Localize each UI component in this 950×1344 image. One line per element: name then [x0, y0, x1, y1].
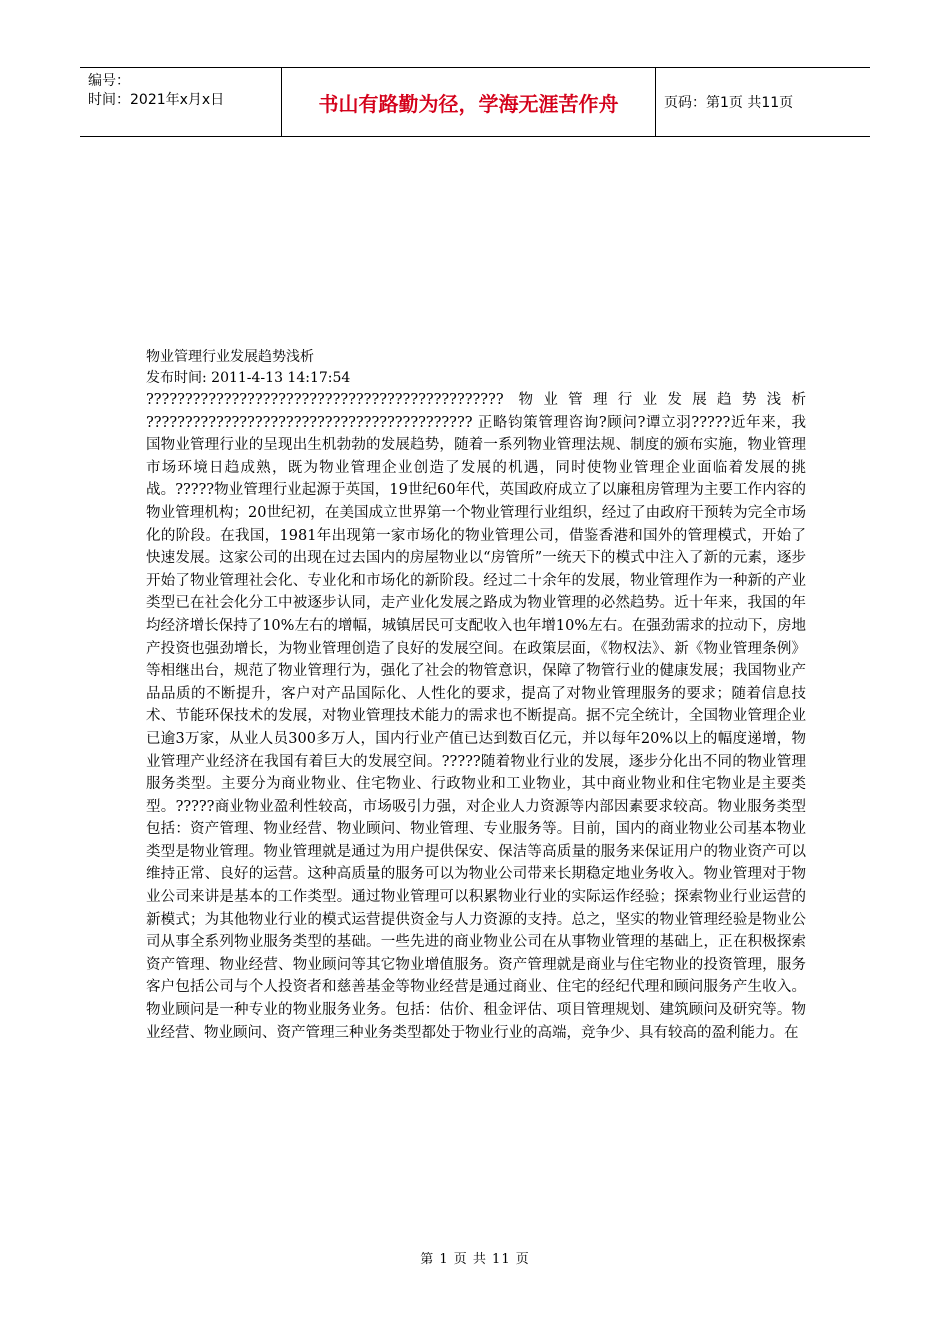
document-header	[80, 67, 870, 137]
header-motto: 书山有路勤为径，学海无涯苦作舟	[318, 91, 619, 116]
header-page-info: 页码：第1页 共11页	[664, 95, 794, 111]
document-number-label: 编号：	[88, 73, 130, 89]
document-date: 时间：2021年x月x日	[88, 92, 225, 108]
article-body: ?????????????????????????????????????????????? 物业管理行业发展趋势浅析 ?????????????????????????????????????????? 正略钧策管理咨询?顾问?谭立羽?????近年来，我国物业管理行业的呈现出生机勃勃的发展趋势，随着一系列物业管理法规、制度的颁布实施，物业管理市场环境日趋成熟，既为物业管理企业创造了发展的机遇，同时使物业管理企业面临着发展的挑战。?????物业管理行业起源于英国，19世纪60年代，英国政府成立了以廉租房管理为主要工作内容的物业管理机构；20世纪初，在美国成立世界第一个物业管理行业组织，经过了由政府干预转为完全市场化的阶段。在我国，1981年出现第一家市场化的物业管理公司，借鉴香港和国外的管理模式，开始了快速发展。这家公司的出现在过去国内的房屋物业以“房管所”一统天下的模式中注入了新的元素，逐步开始了物业管理社会化、专业化和市场化的新阶段。经过二十余年的发展，物业管理作为一种新的产业类型已在社会化分工中被逐步认同，走产业化发展之路成为物业管理的必然趋势。近十年来，我国的年均经济增长保持了10%左右的增幅，城镇居民可支配收入也年增10%左右。在强劲需求的拉动下，房地产投资也强劲增长，为物业管理创造了良好的发展空间。在政策层面，《物权法》、新《物业管理条例》等相继出台，规范了物业管理行为，强化了社会的物管意识，保障了物管行业的健康发展；我国物业产品品质的不断提升，客户对产品国际化、人性化的要求，提高了对物业管理服务的要求；随着信息技术、节能环保技术的发展，对物业管理技术能力的需求也不断提高。据不完全统计，全国物业管理企业已逾3万家，从业人员300多万人，国内行业产值已达到数百亿元，并以每年20%以上的幅度递增，物业管理产业经济在我国有着巨大的发展空间。?????随着物业行业的发展，逐步分化出不同的物业管理服务类型。主要分为商业物业、住宅物业、行政物业和工业物业，其中商业物业和住宅物业是主要类型。?????商业物业盈利性较高，市场吸引力强，对企业人力资源等内部因素要求较高。物业服务类型包括：资产管理、物业经营、物业顾问、物业管理、专业服务等。目前，国内的商业物业公司基本物业类型是物业管理。物业管理就是通过为用户提供保安、保洁等高质量的服务来保证用户的物业资产可以维持正常、良好的运营。这种高质量的服务可以为物业公司带来长期稳定地业务收入。物业管理对于物业公司来讲是基本的工作类型。通过物业管理可以积累物业行业的实际运作经验；探索物业行业运营的新模式；为其他物业行业的模式运营提供资金与人力资源的支持。总之，坚实的物业管理经验是物业公司从事全系列物业服务类型的基础。一些先进的商业物业公司在从事物业管理的基础上，正在积极探索资产管理、物业经营、物业顾问等其它物业增值服务。资产管理就是商业与住宅物业的投资管理，服务客户包括公司与个人投资者和慈善基金等物业经营是通过商业、住宅的经纪代理和顾问服务产生收入。物业顾问是一种专业的物业服务业务。包括：估价、租金评估、项目管理规划、建筑顾问及研究等。物业经营、物业顾问、资产管理三种业务类型都处于物业行业的高端，竞争少、具有较高的盈利能力。在	[146, 392, 806, 1041]
article-title: 物业管理行业发展趋势浅析	[146, 349, 314, 365]
page-footer: 第 1 页 共 11 页	[420, 1252, 530, 1267]
header-motto-cell	[282, 68, 656, 136]
article	[146, 347, 806, 1044]
header-meta-cell	[80, 68, 282, 136]
article-publish-date: 发布时间: 2011-4-13 14:17:54	[146, 370, 351, 386]
header-page-cell	[656, 68, 870, 136]
